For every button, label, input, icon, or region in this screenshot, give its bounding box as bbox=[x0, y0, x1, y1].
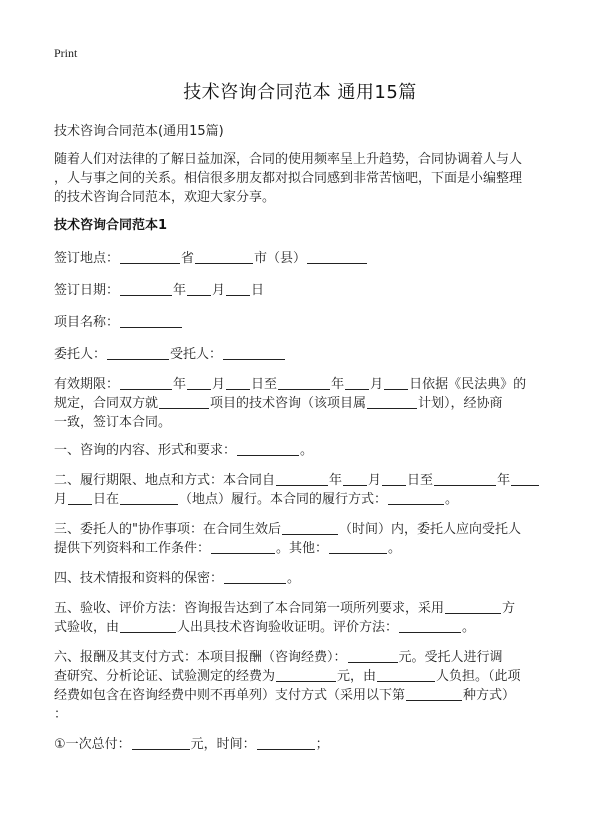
blank-field bbox=[226, 281, 250, 296]
clause-text: 。其他： bbox=[276, 541, 329, 556]
validity-label: 有效期限： bbox=[54, 377, 120, 392]
blank-field bbox=[511, 471, 539, 486]
validity-text: 项目的技术咨询（该项目属 bbox=[210, 396, 367, 411]
province-label: 省 bbox=[181, 251, 195, 266]
trustee-label: 受托人： bbox=[170, 347, 223, 362]
blank-field bbox=[224, 569, 286, 584]
clause-line bbox=[54, 490, 550, 509]
clause-line bbox=[54, 471, 550, 490]
clause-text: （时间）内，委托人应向受托人 bbox=[338, 522, 521, 537]
punctuation: 。 bbox=[462, 620, 476, 635]
year-label: 年 bbox=[331, 377, 345, 392]
blank-field bbox=[132, 735, 190, 750]
clause-text: 六、报酬及其支付方式：本项目报酬（咨询经费）： bbox=[54, 650, 347, 665]
blank-field bbox=[187, 375, 211, 390]
blank-field bbox=[107, 345, 169, 360]
clause-line bbox=[54, 686, 550, 705]
validity-paragraph bbox=[54, 375, 550, 432]
blank-field bbox=[399, 618, 461, 633]
clause-text: 四、技术情报和资料的保密： bbox=[54, 571, 224, 586]
intro-paragraph bbox=[54, 150, 550, 207]
intro-line: 随着人们对法律的了解日益加深，合同的使用频率呈上升趋势，合同协调着人与人 bbox=[54, 152, 523, 167]
clause-text: 查研究、分析论证、试验测定的经费为 bbox=[54, 669, 276, 684]
month-label: 月 bbox=[54, 492, 68, 507]
intro-line: 的技术咨询合同范本，欢迎大家分享。 bbox=[54, 190, 276, 205]
blank-field bbox=[257, 735, 315, 750]
blank-field bbox=[120, 375, 172, 390]
blank-field bbox=[384, 375, 408, 390]
city-label: 市（县） bbox=[254, 251, 307, 266]
blank-field bbox=[307, 249, 367, 264]
day-to-label: 日至 bbox=[407, 473, 434, 488]
blank-field bbox=[345, 375, 369, 390]
clause-5 bbox=[54, 599, 550, 637]
clause-line bbox=[54, 667, 550, 686]
clause-text: （地点）履行。本合同的履行方式： bbox=[179, 492, 388, 507]
blank-field bbox=[187, 281, 211, 296]
signing-date-line bbox=[54, 281, 550, 300]
blank-field bbox=[406, 686, 462, 701]
intro-line: ，人与事之间的关系。相信很多朋友都对拟合同感到非常苦恼吧，下面是小编整理 bbox=[54, 171, 523, 186]
payment-label: ①一次总付： bbox=[54, 737, 131, 752]
clause-text: 提供下列资料和工作条件： bbox=[54, 541, 211, 556]
clause-text: 式验收，由 bbox=[54, 620, 120, 635]
clause-line: ： bbox=[54, 707, 68, 722]
month-label: 月 bbox=[212, 283, 226, 298]
signing-place-label: 签订地点： bbox=[54, 251, 120, 266]
year-label: 年 bbox=[497, 473, 511, 488]
section-heading: 技术咨询合同范本1 bbox=[54, 218, 168, 233]
clause-line bbox=[54, 539, 550, 558]
blank-field bbox=[367, 394, 417, 409]
clause-text: 元。受托人进行调 bbox=[398, 650, 503, 665]
blank-field bbox=[434, 471, 496, 486]
parties-line bbox=[54, 345, 550, 364]
clause-1 bbox=[54, 441, 550, 460]
month-label: 月 bbox=[368, 473, 382, 488]
clause-text: 日在 bbox=[93, 492, 120, 507]
payment-line bbox=[54, 735, 550, 754]
punctuation: ； bbox=[315, 737, 329, 752]
legal-basis-text: 日依据《民法典》的 bbox=[409, 377, 527, 392]
day-to-label: 日至 bbox=[251, 377, 278, 392]
blank-field bbox=[329, 539, 387, 554]
day-label: 日 bbox=[251, 283, 265, 298]
validity-text: 规定，合同双方就 bbox=[54, 396, 159, 411]
blank-field bbox=[120, 618, 176, 633]
year-label: 年 bbox=[173, 283, 187, 298]
clause-2 bbox=[54, 471, 550, 509]
clause-line bbox=[54, 520, 550, 539]
blank-field bbox=[282, 520, 338, 535]
year-label: 年 bbox=[173, 377, 187, 392]
clause-text: 一、咨询的内容、形式和要求： bbox=[54, 443, 237, 458]
blank-field bbox=[445, 599, 501, 614]
month-label: 月 bbox=[212, 377, 226, 392]
year-label: 年 bbox=[329, 473, 343, 488]
payment-text: 元，时间： bbox=[190, 737, 256, 752]
print-label[interactable]: Print bbox=[54, 46, 78, 60]
clause-line bbox=[54, 618, 550, 637]
blank-field bbox=[223, 345, 285, 360]
blank-field bbox=[120, 490, 178, 505]
punctuation: 。 bbox=[445, 492, 459, 507]
blank-field bbox=[195, 249, 253, 264]
client-label: 委托人： bbox=[54, 347, 107, 362]
blank-field bbox=[276, 667, 336, 682]
validity-line: 一致，签订本合同。 bbox=[54, 415, 172, 430]
clause-text: 二、履行期限、地点和方式：本合同自 bbox=[54, 473, 276, 488]
blank-field bbox=[68, 490, 92, 505]
clause-text: 三、委托人的"协作事项：在合同生效后 bbox=[54, 522, 281, 537]
blank-field bbox=[377, 667, 435, 682]
blank-field bbox=[348, 648, 398, 663]
clause-line bbox=[54, 599, 550, 618]
clause-6 bbox=[54, 648, 550, 724]
blank-field bbox=[276, 471, 328, 486]
blank-field bbox=[226, 375, 250, 390]
punctuation: 。 bbox=[300, 443, 314, 458]
validity-text: 计划），经协商 bbox=[418, 396, 503, 411]
blank-field bbox=[382, 471, 406, 486]
clause-line bbox=[54, 648, 550, 667]
clause-3 bbox=[54, 520, 550, 558]
signing-place-line bbox=[54, 249, 550, 268]
clause-text: 五、验收、评价方法：咨询报告达到了本合同第一项所列要求，采用 bbox=[54, 601, 445, 616]
validity-line bbox=[54, 375, 550, 394]
document-title: 技术咨询合同范本 通用15篇 bbox=[183, 82, 417, 103]
blank-field bbox=[388, 490, 444, 505]
clause-text: 种方式） bbox=[463, 688, 516, 703]
blank-field bbox=[211, 539, 275, 554]
clause-text: 方 bbox=[502, 601, 516, 616]
clause-text: 元，由 bbox=[337, 669, 377, 684]
month-label: 月 bbox=[370, 377, 384, 392]
blank-field bbox=[120, 281, 172, 296]
clause-4 bbox=[54, 569, 550, 588]
blank-field bbox=[343, 471, 367, 486]
punctuation: 。 bbox=[287, 571, 301, 586]
project-name-label: 项目名称： bbox=[54, 315, 120, 330]
punctuation: 。 bbox=[388, 541, 402, 556]
clause-text: 人负担。（此项 bbox=[436, 669, 521, 684]
blank-field bbox=[120, 313, 182, 328]
clause-text: 人出具技术咨询验收证明。评价方法： bbox=[177, 620, 399, 635]
signing-date-label: 签订日期： bbox=[54, 283, 120, 298]
project-name-line bbox=[54, 313, 550, 332]
blank-field bbox=[278, 375, 330, 390]
document-subtitle: 技术咨询合同范本(通用15篇) bbox=[54, 124, 224, 139]
blank-field bbox=[237, 441, 299, 456]
blank-field bbox=[120, 249, 180, 264]
clause-text: 经费如包含在咨询经费中则不再单列）支付方式（采用以下第 bbox=[54, 688, 406, 703]
blank-field bbox=[159, 394, 209, 409]
validity-line bbox=[54, 394, 550, 413]
